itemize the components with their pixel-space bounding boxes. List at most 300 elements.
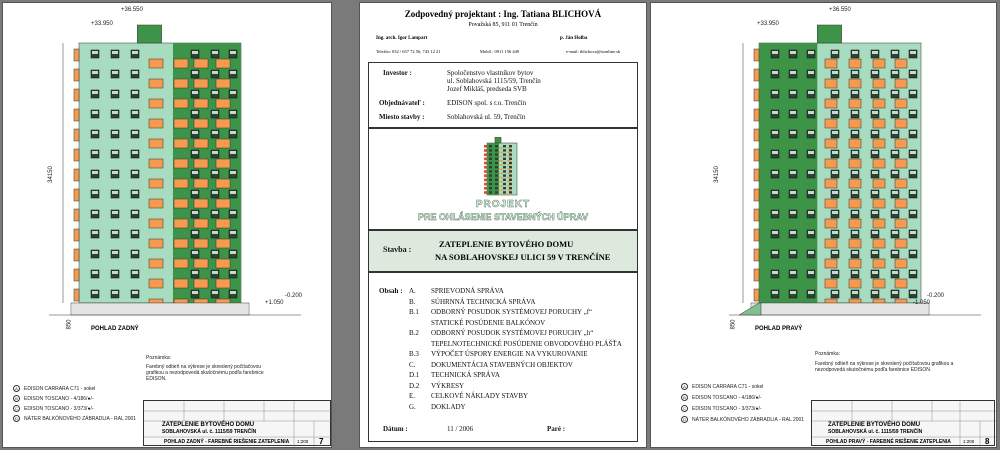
window-pane bbox=[132, 111, 138, 114]
project-subtitle: PRE OHLÁSENIE STAVEBNÝCH ÚPRAV bbox=[417, 212, 589, 222]
window-pane bbox=[92, 91, 98, 94]
thumb-window bbox=[495, 158, 498, 160]
balcony bbox=[194, 179, 208, 188]
window-pane bbox=[910, 191, 916, 194]
thumb-side-balcony bbox=[484, 183, 487, 186]
thumb-window bbox=[495, 153, 498, 155]
balcony bbox=[895, 59, 907, 68]
window-pane bbox=[852, 231, 858, 234]
balcony bbox=[895, 179, 907, 188]
project-title: PROJEKT bbox=[475, 199, 531, 210]
investor-label: Investor : bbox=[383, 69, 412, 77]
window-pane bbox=[230, 231, 236, 234]
window-pane bbox=[790, 231, 796, 234]
window-pane bbox=[132, 231, 138, 234]
thumb-balcony bbox=[507, 152, 511, 153]
window-pane bbox=[872, 151, 878, 154]
balcony bbox=[149, 119, 163, 128]
ground-level-a: -0.200 bbox=[927, 293, 945, 299]
window-pane bbox=[910, 211, 916, 214]
window-pane bbox=[230, 211, 236, 214]
balcony bbox=[849, 179, 861, 188]
window-pane bbox=[230, 191, 236, 194]
thumb-balcony bbox=[507, 164, 511, 165]
tb-sheet-number: 7 bbox=[319, 437, 324, 446]
thumb-window bbox=[489, 162, 492, 164]
window-pane bbox=[92, 111, 98, 114]
roof-level-label: +36.550 bbox=[121, 7, 143, 13]
window-pane bbox=[852, 211, 858, 214]
balcony bbox=[174, 219, 188, 228]
side-balcony bbox=[754, 129, 759, 141]
window-pane bbox=[790, 211, 796, 214]
thumb-window bbox=[489, 183, 492, 185]
balcony bbox=[149, 219, 163, 228]
window-pane bbox=[910, 51, 916, 54]
window-pane bbox=[132, 131, 138, 134]
thumb-window bbox=[495, 145, 498, 147]
window-pane bbox=[892, 291, 898, 294]
window-pane bbox=[112, 91, 118, 94]
window-pane bbox=[112, 271, 118, 274]
balcony bbox=[216, 159, 230, 168]
window-pane bbox=[910, 71, 916, 74]
window-pane bbox=[772, 171, 778, 174]
balcony bbox=[895, 199, 907, 208]
window-pane bbox=[772, 211, 778, 214]
window-pane bbox=[132, 91, 138, 94]
window-pane bbox=[892, 171, 898, 174]
mobile: Mobil : 0911 156 449 bbox=[480, 49, 520, 54]
window-pane bbox=[852, 51, 858, 54]
thumb-window bbox=[509, 166, 512, 168]
side-balcony bbox=[754, 249, 759, 261]
balcony bbox=[216, 179, 230, 188]
window-pane bbox=[832, 271, 838, 274]
window-pane bbox=[112, 151, 118, 154]
window-pane bbox=[772, 191, 778, 194]
balcony bbox=[873, 79, 885, 88]
balcony bbox=[174, 239, 188, 248]
building-thumbnail bbox=[479, 137, 523, 197]
balcony bbox=[194, 139, 208, 148]
window-pane bbox=[772, 271, 778, 274]
thumb-window bbox=[503, 187, 506, 189]
thumb-window bbox=[495, 183, 498, 185]
balcony bbox=[149, 79, 163, 88]
client: EDISON spol. s r.o. Trenčín bbox=[447, 99, 527, 107]
window-pane bbox=[832, 51, 838, 54]
thumb-balcony bbox=[507, 156, 511, 157]
window-pane bbox=[910, 251, 916, 254]
balcony bbox=[895, 119, 907, 128]
window-pane bbox=[852, 91, 858, 94]
balcony bbox=[194, 99, 208, 108]
balcony bbox=[194, 79, 208, 88]
window-pane bbox=[872, 171, 878, 174]
thumb-window bbox=[509, 162, 512, 164]
title-block bbox=[143, 400, 331, 446]
window-pane bbox=[910, 291, 916, 294]
window-pane bbox=[212, 211, 218, 214]
balcony bbox=[194, 279, 208, 288]
base-dimension: 850 bbox=[66, 319, 73, 330]
balcony bbox=[825, 79, 837, 88]
side-balcony bbox=[74, 289, 79, 301]
investor-line-3: Jozef Mikláš, predseda SVB bbox=[447, 85, 527, 93]
window-pane bbox=[832, 71, 838, 74]
window-pane bbox=[910, 231, 916, 234]
balcony bbox=[216, 59, 230, 68]
balcony bbox=[895, 99, 907, 108]
balcony bbox=[216, 239, 230, 248]
window-pane bbox=[192, 111, 198, 114]
balcony bbox=[174, 279, 188, 288]
balcony bbox=[873, 99, 885, 108]
balcony bbox=[873, 259, 885, 268]
stavba-line-2: NA SOBLAHOVSKEJ ULICI 59 V TRENČÍNE bbox=[435, 252, 611, 262]
balcony bbox=[216, 99, 230, 108]
window-pane bbox=[852, 131, 858, 134]
thumb-window bbox=[495, 191, 498, 193]
window-pane bbox=[212, 91, 218, 94]
phone: Telefón: 032 / 657 72 56, 743 12 21 bbox=[376, 49, 441, 54]
window-pane bbox=[892, 231, 898, 234]
balcony bbox=[849, 139, 861, 148]
thumb-window bbox=[489, 166, 492, 168]
thumb-balcony bbox=[499, 152, 503, 153]
side-balcony bbox=[74, 89, 79, 101]
thumb-balcony bbox=[499, 160, 503, 161]
window-pane bbox=[790, 151, 796, 154]
note-text: Farebný odtieň na výkrese je skreslený počítačovou grafikou a nezodpovedá skutočnému podľa farebnice EDISON. bbox=[815, 361, 954, 373]
balcony bbox=[873, 219, 885, 228]
balcony bbox=[174, 159, 188, 168]
window-pane bbox=[92, 51, 98, 54]
window-pane bbox=[132, 151, 138, 154]
balcony bbox=[216, 139, 230, 148]
thumb-balcony bbox=[499, 177, 503, 178]
thumb-side-balcony bbox=[484, 174, 487, 177]
balcony bbox=[873, 239, 885, 248]
window-pane bbox=[212, 111, 218, 114]
window-pane bbox=[772, 91, 778, 94]
balcony bbox=[873, 279, 885, 288]
thumb-side-balcony bbox=[484, 166, 487, 169]
side-balcony bbox=[754, 189, 759, 201]
window-pane bbox=[132, 191, 138, 194]
window-pane bbox=[910, 111, 916, 114]
balcony bbox=[825, 159, 837, 168]
window-pane bbox=[112, 51, 118, 54]
side-balcony bbox=[74, 189, 79, 201]
thumb-window bbox=[509, 153, 512, 155]
window-pane bbox=[230, 131, 236, 134]
window-pane bbox=[212, 291, 218, 294]
thumb-side-balcony bbox=[484, 187, 487, 190]
window-pane bbox=[790, 251, 796, 254]
upper-level-label: +33.950 bbox=[91, 21, 113, 27]
contents-item: E. CELKOVÉ NÁKLADY STAVBY bbox=[409, 392, 529, 400]
side-balcony bbox=[74, 249, 79, 261]
balcony bbox=[174, 259, 188, 268]
window-pane bbox=[212, 191, 218, 194]
window-pane bbox=[192, 91, 198, 94]
window-pane bbox=[852, 171, 858, 174]
balcony bbox=[895, 79, 907, 88]
tb-project: ZATEPLENIE BYTOVÉHO DOMU bbox=[162, 422, 255, 428]
copy-label: Paré : bbox=[547, 425, 566, 433]
contents-item: G. DOKLADY bbox=[409, 402, 466, 411]
balcony bbox=[849, 59, 861, 68]
contents-item: B.1 ODBORNÝ POSUDOK SYSTÉMOVEJ PORUCHY „f“ bbox=[409, 308, 593, 316]
window-pane bbox=[892, 91, 898, 94]
thumb-window bbox=[489, 187, 492, 189]
roof-level-label: +36.550 bbox=[829, 7, 851, 13]
balcony bbox=[174, 179, 188, 188]
tb-scale: 1:200 bbox=[297, 439, 309, 444]
site: Soblahovská ul. 59, Trenčín bbox=[447, 113, 526, 121]
balcony bbox=[194, 199, 208, 208]
thumb-window bbox=[503, 179, 506, 181]
side-balcony bbox=[754, 49, 759, 61]
window-pane bbox=[192, 191, 198, 194]
window-pane bbox=[192, 271, 198, 274]
balcony bbox=[194, 219, 208, 228]
window-pane bbox=[112, 211, 118, 214]
balcony bbox=[194, 259, 208, 268]
balcony bbox=[149, 159, 163, 168]
window-pane bbox=[92, 171, 98, 174]
entrance-ramp bbox=[739, 303, 761, 315]
window-pane bbox=[910, 271, 916, 274]
side-balcony bbox=[74, 69, 79, 81]
window-pane bbox=[230, 291, 236, 294]
legend-item-c: C EDISON TOSCANO - 3/373/●/- bbox=[13, 405, 94, 412]
window-pane bbox=[192, 151, 198, 154]
window-pane bbox=[192, 251, 198, 254]
balcony bbox=[849, 219, 861, 228]
balcony bbox=[174, 139, 188, 148]
window-pane bbox=[112, 291, 118, 294]
balcony bbox=[216, 259, 230, 268]
thumb-window bbox=[495, 187, 498, 189]
project-box bbox=[368, 128, 638, 230]
window-pane bbox=[892, 51, 898, 54]
thumb-balcony bbox=[507, 185, 511, 186]
balcony bbox=[849, 279, 861, 288]
thumb-window bbox=[495, 179, 498, 181]
thumb-balcony bbox=[499, 173, 503, 174]
window-pane bbox=[892, 111, 898, 114]
tb-project: ZATEPLENIE BYTOVÉHO DOMU bbox=[828, 422, 921, 428]
window-pane bbox=[832, 171, 838, 174]
window-pane bbox=[772, 251, 778, 254]
window-pane bbox=[790, 171, 796, 174]
window-pane bbox=[230, 171, 236, 174]
balcony bbox=[174, 119, 188, 128]
thumb-side-balcony bbox=[484, 145, 487, 148]
thumb-window bbox=[503, 158, 506, 160]
balcony bbox=[825, 259, 837, 268]
thumb-balcony bbox=[507, 189, 511, 190]
window-pane bbox=[790, 291, 796, 294]
contents-box bbox=[368, 272, 638, 442]
contents-item: TEPELNOTECHNICKÉ POSÚDENIE OBVODOVÉHO PLÁŠŤA bbox=[431, 339, 622, 348]
window-pane bbox=[772, 71, 778, 74]
contents-item: D.2 VÝKRESY bbox=[409, 381, 465, 390]
window-pane bbox=[192, 131, 198, 134]
balcony bbox=[849, 79, 861, 88]
window-pane bbox=[872, 91, 878, 94]
window-pane bbox=[112, 191, 118, 194]
window-pane bbox=[112, 171, 118, 174]
balcony bbox=[825, 239, 837, 248]
side-balcony bbox=[754, 209, 759, 221]
thumb-window bbox=[509, 191, 512, 193]
stavba-line-1: ZATEPLENIE BYTOVÉHO DOMU bbox=[439, 239, 574, 249]
window-pane bbox=[112, 231, 118, 234]
window-pane bbox=[872, 111, 878, 114]
window-pane bbox=[92, 191, 98, 194]
legend-item-a: A EDISON CARRARA C71 - sokel bbox=[681, 383, 763, 390]
thumb-window bbox=[489, 158, 492, 160]
roof-structure bbox=[817, 25, 841, 43]
thumb-balcony bbox=[507, 168, 511, 169]
window-pane bbox=[230, 251, 236, 254]
thumb-window bbox=[489, 153, 492, 155]
window-pane bbox=[192, 231, 198, 234]
window-pane bbox=[892, 191, 898, 194]
thumb-window bbox=[503, 183, 506, 185]
contents-item: B.3 VÝPOČET ÚSPORY ENERGIE NA VYKUROVANIE bbox=[409, 350, 588, 358]
balcony bbox=[149, 259, 163, 268]
window-pane bbox=[772, 131, 778, 134]
balcony bbox=[216, 219, 230, 228]
base-dimension: 850 bbox=[730, 319, 737, 330]
window-pane bbox=[832, 231, 838, 234]
thumb-window bbox=[503, 191, 506, 193]
window-pane bbox=[832, 111, 838, 114]
height-dimension: 34150 bbox=[47, 166, 54, 183]
site-label: Miesto stavby : bbox=[379, 113, 425, 121]
window-pane bbox=[832, 291, 838, 294]
thumb-window bbox=[489, 145, 492, 147]
window-pane bbox=[212, 231, 218, 234]
balcony bbox=[174, 99, 188, 108]
thumb-balcony bbox=[507, 173, 511, 174]
balcony bbox=[194, 59, 208, 68]
window-pane bbox=[132, 71, 138, 74]
window-pane bbox=[212, 151, 218, 154]
thumb-balcony bbox=[507, 194, 511, 195]
client-label: Objednávateľ : bbox=[379, 99, 425, 107]
window-pane bbox=[892, 271, 898, 274]
window-pane bbox=[192, 211, 198, 214]
window-pane bbox=[212, 131, 218, 134]
window-pane bbox=[132, 271, 138, 274]
balcony bbox=[825, 219, 837, 228]
window-pane bbox=[808, 251, 814, 254]
balcony bbox=[149, 279, 163, 288]
balcony bbox=[895, 159, 907, 168]
drawing-sheet-right-view bbox=[650, 2, 997, 448]
window-pane bbox=[790, 191, 796, 194]
window-pane bbox=[892, 251, 898, 254]
side-balcony bbox=[754, 169, 759, 181]
staff-right: p. Ján Holba bbox=[560, 36, 588, 41]
window-pane bbox=[92, 251, 98, 254]
thumb-window bbox=[495, 166, 498, 168]
window-pane bbox=[112, 111, 118, 114]
balcony bbox=[216, 199, 230, 208]
window-pane bbox=[212, 171, 218, 174]
window-pane bbox=[872, 211, 878, 214]
thumb-side-balcony bbox=[484, 170, 487, 173]
thumb-window bbox=[503, 170, 506, 172]
window-pane bbox=[92, 291, 98, 294]
roof-structure bbox=[137, 25, 161, 43]
window-pane bbox=[808, 211, 814, 214]
legend-item-c: C EDISON TOSCANO - 3/373/●/- bbox=[681, 405, 762, 412]
window-pane bbox=[132, 251, 138, 254]
window-pane bbox=[212, 71, 218, 74]
window-pane bbox=[872, 291, 878, 294]
window-pane bbox=[772, 231, 778, 234]
window-pane bbox=[230, 91, 236, 94]
window-pane bbox=[832, 211, 838, 214]
side-balcony bbox=[754, 149, 759, 161]
balcony bbox=[895, 239, 907, 248]
window-pane bbox=[808, 131, 814, 134]
tb-drawing: POHLAD ZADNÝ - FAREBNÉ RIEŠENIE ZATEPLENIA bbox=[164, 439, 290, 445]
thumb-window bbox=[489, 170, 492, 172]
window-pane bbox=[832, 251, 838, 254]
window-pane bbox=[772, 111, 778, 114]
balcony bbox=[873, 179, 885, 188]
drawing-sheet-rear-view bbox=[2, 2, 332, 448]
balcony bbox=[825, 119, 837, 128]
window-pane bbox=[892, 71, 898, 74]
thumb-window bbox=[509, 179, 512, 181]
balcony bbox=[149, 179, 163, 188]
window-pane bbox=[92, 131, 98, 134]
email: e-mail: tblichova@stonline.sk bbox=[566, 49, 621, 54]
thumb-window bbox=[509, 187, 512, 189]
thumb-balcony bbox=[499, 156, 503, 157]
balcony bbox=[825, 279, 837, 288]
window-pane bbox=[808, 231, 814, 234]
legend-item-a: A EDISON CARRARA C71 - sokel bbox=[13, 385, 95, 392]
thumb-window bbox=[509, 183, 512, 185]
window-pane bbox=[910, 91, 916, 94]
balcony bbox=[825, 139, 837, 148]
tb-address: SOBLAHOVSKÁ ul. č. 1115/59 TRENČÍN bbox=[828, 429, 923, 435]
balcony bbox=[194, 119, 208, 128]
balcony bbox=[849, 119, 861, 128]
side-balcony bbox=[754, 289, 759, 301]
balcony bbox=[873, 59, 885, 68]
legend-item-d: D NÁTER BALKÓNOVÉHO ZÁBRADLIA - RAL 2001 bbox=[681, 416, 804, 423]
note-text: Farebný odtieň na výkrese je skreslený počítačovou grafikou a nezodpovedá skutočnému podľa farebnice EDISON. bbox=[146, 364, 264, 382]
window-pane bbox=[772, 51, 778, 54]
thumb-window bbox=[503, 166, 506, 168]
window-pane bbox=[112, 71, 118, 74]
tb-scale: 1:200 bbox=[963, 439, 975, 444]
balcony bbox=[216, 279, 230, 288]
legend-item-d: D NÁTER BALKÓNOVÉHO ZÁBRADLIA - RAL 2001 bbox=[13, 415, 136, 422]
thumb-window bbox=[489, 174, 492, 176]
